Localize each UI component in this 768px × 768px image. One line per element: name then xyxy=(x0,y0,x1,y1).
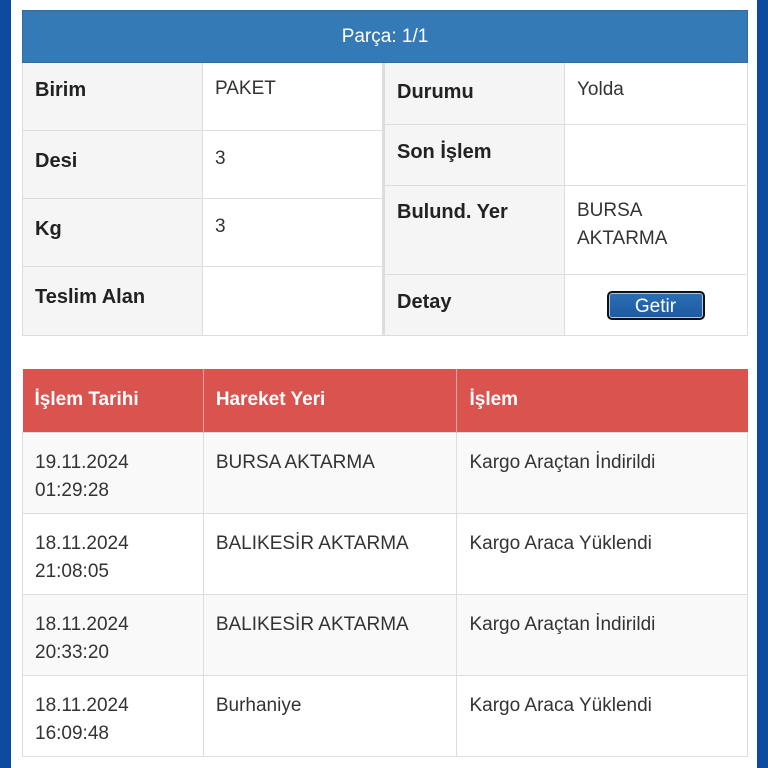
detail-label-unit: Birim xyxy=(23,63,203,130)
detail-row-receiver xyxy=(23,267,382,335)
row-date: 18.11.2024 xyxy=(35,532,129,554)
right-edge-bar xyxy=(757,0,768,768)
detail-value-location xyxy=(565,186,746,274)
detail-label-kg: Kg xyxy=(23,199,203,266)
detail-label-last-action: Son İşlem xyxy=(385,125,565,185)
detail-value-receiver xyxy=(203,267,382,335)
table-row xyxy=(23,513,748,594)
details-right-column xyxy=(385,63,746,335)
detail-row-location xyxy=(385,186,746,275)
row-datetime xyxy=(23,675,204,756)
location-line-2: AKTARMA xyxy=(577,228,668,249)
row-datetime xyxy=(23,513,204,594)
detail-value-kg: 3 xyxy=(203,199,382,266)
piece-header: Parça: 1/1 xyxy=(22,10,748,63)
piece-details xyxy=(22,63,748,336)
fetch-detail-button[interactable]: Getir xyxy=(607,291,705,320)
detail-label-location: Bulund. Yer xyxy=(385,186,565,274)
row-place: BURSA AKTARMA xyxy=(203,432,457,513)
detail-row-status xyxy=(385,63,746,125)
detail-value-last-action xyxy=(565,125,746,185)
row-action: Kargo Araçtan İndirildi xyxy=(457,594,748,675)
table-row xyxy=(23,432,748,513)
shipment-piece-panel xyxy=(22,10,748,336)
detail-label-detail: Detay xyxy=(385,275,565,335)
detail-row-kg xyxy=(23,199,382,267)
column-header-action: İşlem xyxy=(457,369,748,432)
row-time: 20:33:20 xyxy=(35,641,109,663)
row-datetime xyxy=(23,594,204,675)
column-header-place: Hareket Yeri xyxy=(203,369,457,432)
row-action: Kargo Araçtan İndirildi xyxy=(457,432,748,513)
left-edge-bar xyxy=(0,0,11,768)
movements-table xyxy=(22,369,748,757)
row-time: 01:29:28 xyxy=(35,479,109,501)
row-date: 19.11.2024 xyxy=(35,451,129,473)
detail-value-desi: 3 xyxy=(203,131,382,198)
detail-value-status: Yolda xyxy=(565,63,746,124)
table-row xyxy=(23,675,748,756)
detail-row-desi xyxy=(23,131,382,199)
detail-label-receiver: Teslim Alan xyxy=(23,267,203,335)
location-line-1: BURSA xyxy=(577,200,643,221)
row-place: Burhaniye xyxy=(203,675,457,756)
detail-row-detail xyxy=(385,275,746,335)
details-left-column xyxy=(23,63,385,335)
table-row xyxy=(23,594,748,675)
row-time: 16:09:48 xyxy=(35,722,109,744)
row-date: 18.11.2024 xyxy=(35,613,129,635)
row-time: 21:08:05 xyxy=(35,560,109,582)
detail-row-unit xyxy=(23,63,382,131)
detail-label-status: Durumu xyxy=(385,63,565,124)
detail-row-last-action xyxy=(385,125,746,186)
row-date: 18.11.2024 xyxy=(35,694,129,716)
detail-value-unit: PAKET xyxy=(203,63,382,130)
movements-header-row xyxy=(23,369,748,432)
row-action: Kargo Araca Yüklendi xyxy=(457,675,748,756)
detail-value-detail xyxy=(565,275,746,335)
column-header-date: İşlem Tarihi xyxy=(23,369,204,432)
detail-label-desi: Desi xyxy=(23,131,203,198)
row-place: BALIKESİR AKTARMA xyxy=(203,594,457,675)
row-action: Kargo Araca Yüklendi xyxy=(457,513,748,594)
row-datetime xyxy=(23,432,204,513)
row-place: BALIKESİR AKTARMA xyxy=(203,513,457,594)
